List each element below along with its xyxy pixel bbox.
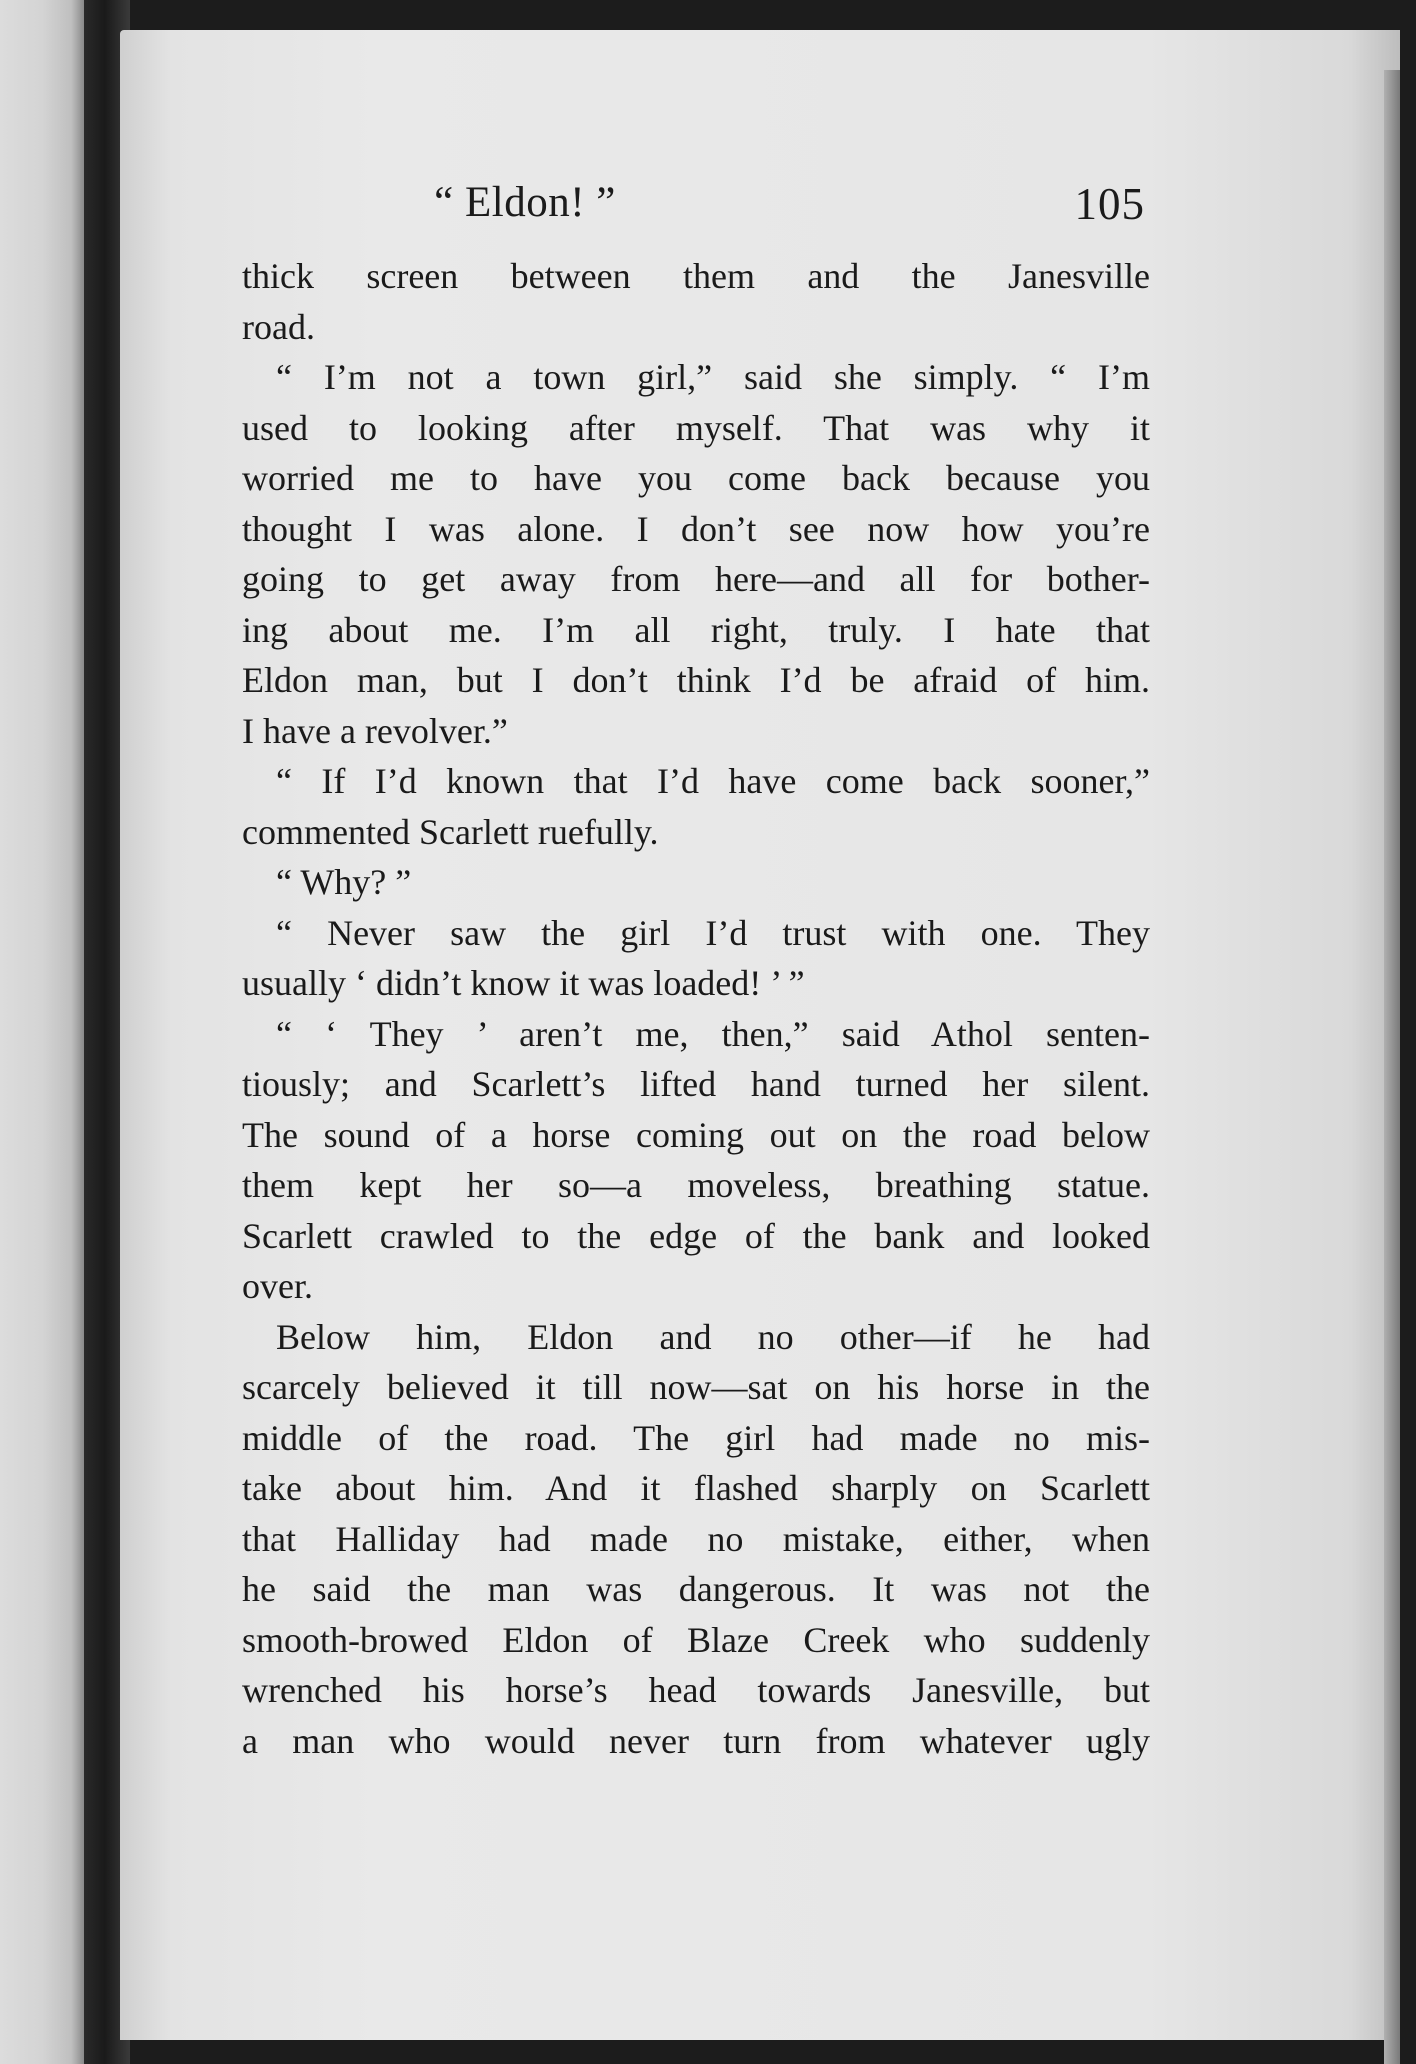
text-line: that Halliday had made no mistake, either, when <box>242 1518 1150 1559</box>
text-line: “ If I’d known that I’d have come back sooner,” <box>276 761 1150 801</box>
text-line: usually ‘ didn’t know it was loaded! ’ ” <box>242 963 805 1003</box>
text-line: ing about me. I’m all right, truly. I hate that <box>242 609 1150 650</box>
body-text <box>242 251 1150 1766</box>
text-line: used to looking after myself. That was why it <box>242 407 1150 448</box>
text-line: road. <box>242 306 315 347</box>
page-number: 105 <box>1074 179 1145 229</box>
facing-page-edge <box>0 0 84 2064</box>
text-line: middle of the road. The girl had made no mis- <box>242 1417 1150 1458</box>
text-line: I have a revolver.” <box>242 710 508 751</box>
text-line: “ Why? ” <box>276 862 412 902</box>
text-line: tiously; and Scarlett’s lifted hand turned her silent. <box>242 1064 1150 1104</box>
text-line: take about him. And it flashed sharply on Scarlett <box>242 1468 1150 1508</box>
text-line: Eldon man, but I don’t think I’d be afraid of him. <box>242 660 1150 700</box>
text-line: he said the man was dangerous. It was not the <box>242 1569 1150 1609</box>
text-line: thick screen between them and the Janesville <box>242 256 1150 296</box>
text-line: thought I was alone. I don’t see now how you’re <box>242 508 1150 549</box>
text-line: scarcely believed it till now—sat on his horse in the <box>242 1367 1150 1407</box>
text-line: “ Never saw the girl I’d trust with one. They <box>276 912 1150 953</box>
text-line: The sound of a horse coming out on the road below <box>242 1114 1150 1155</box>
page-header <box>115 178 1145 242</box>
text-line: smooth-browed Eldon of Blaze Creek who suddenly <box>242 1619 1150 1660</box>
text-line: them kept her so—a moveless, breathing statue. <box>242 1165 1150 1205</box>
page-fore-edge <box>1384 70 1400 2064</box>
text-line: going to get away from here—and all for bother- <box>242 559 1150 599</box>
text-line: commented Scarlett ruefully. <box>242 811 659 852</box>
text-line: worried me to have you come back because you <box>242 458 1150 498</box>
text-line: wrenched his horse’s head towards Janesville, but <box>242 1670 1150 1710</box>
text-line: “ I’m not a town girl,” said she simply. “ I’m <box>276 357 1150 397</box>
text-line: Scarlett crawled to the edge of the bank and looked <box>242 1215 1150 1256</box>
text-line: a man who would never turn from whatever ugly <box>242 1720 1150 1761</box>
text-line: “ ‘ They ’ aren’t me, then,” said Athol senten- <box>276 1013 1150 1054</box>
running-title: “ Eldon! ” <box>434 179 616 226</box>
text-line: Below him, Eldon and no other—if he had <box>276 1316 1150 1357</box>
text-line: over. <box>242 1266 313 1306</box>
